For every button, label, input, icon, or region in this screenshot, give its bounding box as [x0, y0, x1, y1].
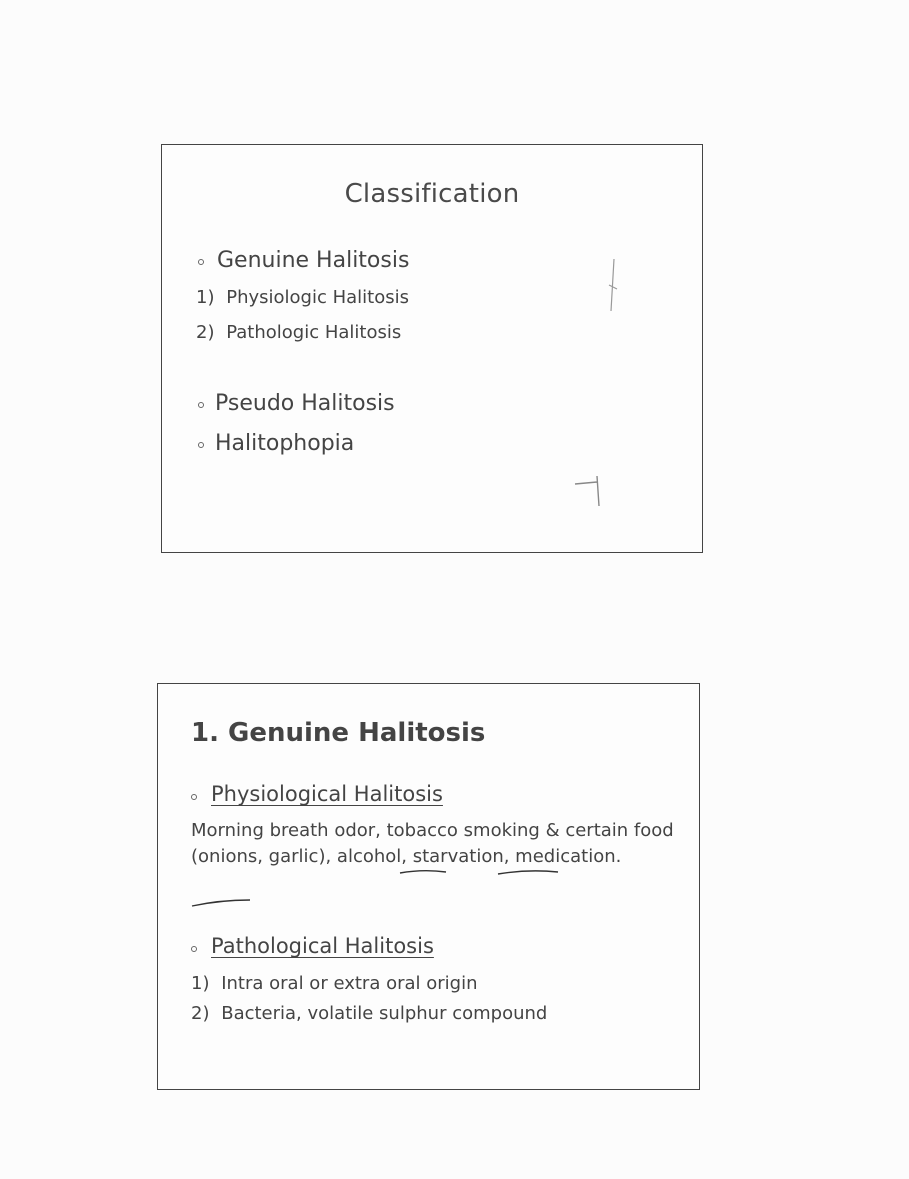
list-number: 1) [191, 973, 210, 994]
list-item [196, 431, 354, 456]
slide-genuine-halitosis [157, 683, 700, 1090]
list-item [196, 322, 401, 343]
list-number: 2) [191, 1003, 210, 1024]
list-item-text: Bacteria, volatile sulphur compound [221, 1003, 548, 1024]
bullet-icon [198, 402, 204, 408]
bullet-icon [198, 259, 204, 265]
list-item-text: Pseudo Halitosis [215, 391, 395, 416]
list-item [196, 391, 395, 416]
bullet-icon [191, 946, 197, 952]
list-item-text: Physiologic Halitosis [226, 287, 409, 308]
list-item-text: Pathologic Halitosis [226, 322, 402, 343]
scan-mark-icon [567, 470, 607, 510]
slide-title: 1. Genuine Halitosis [191, 718, 486, 748]
handwritten-underline-icon [398, 867, 578, 881]
scan-mark-icon [602, 255, 632, 315]
list-number: 1) [196, 287, 215, 308]
heading-text: Pathological Halitosis [211, 934, 434, 958]
section-heading [191, 782, 443, 806]
bullet-icon [198, 442, 204, 448]
section-heading [191, 934, 434, 958]
list-item [191, 1003, 547, 1024]
physiological-description: Morning breath odor, tobacco smoking & certain food (onions, garlic), alcohol, starvation, medication. [191, 820, 674, 867]
bullet-icon [191, 794, 197, 800]
list-number: 2) [196, 322, 215, 343]
handwritten-underline-icon [190, 896, 260, 912]
list-item-text: Halitophopia [215, 431, 355, 456]
list-item-text: Intra oral or extra oral origin [221, 973, 478, 994]
heading-text: Physiological Halitosis [211, 782, 443, 806]
slide-title: Classification [344, 179, 520, 209]
list-item [196, 248, 409, 273]
list-item-text: Genuine Halitosis [217, 248, 410, 273]
slide-classification [161, 144, 703, 553]
list-item [196, 287, 409, 308]
list-item [191, 973, 477, 994]
